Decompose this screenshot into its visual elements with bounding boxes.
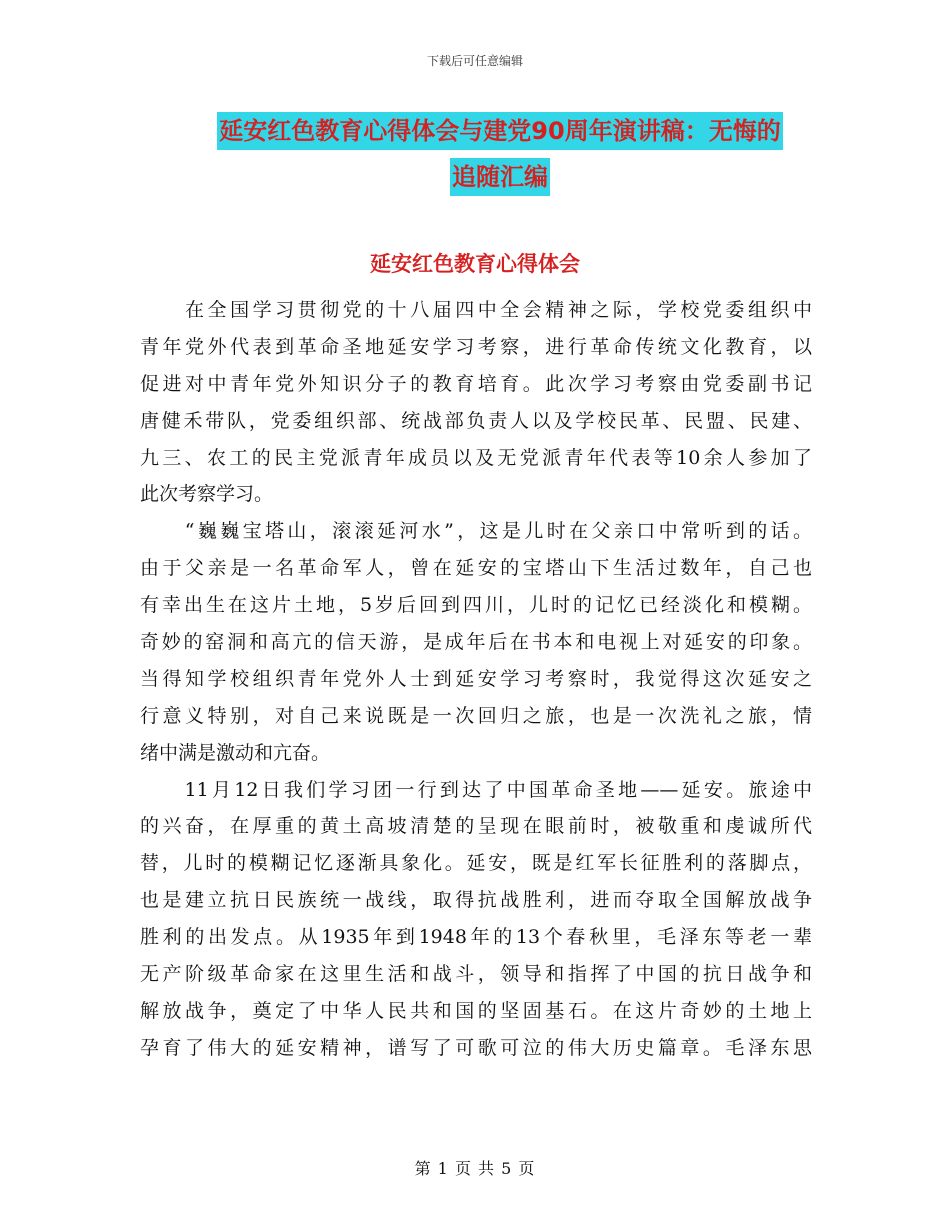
- text-line: 唐健禾带队，党委组织部、统战部负责人以及学校民革、民盟、民建、: [140, 409, 812, 432]
- text-line: 也是建立抗日民族统一战线，取得抗战胜利，进而夺取全国解放战争: [140, 889, 812, 912]
- text-line: 无产阶级革命家在这里生活和战斗，领导和指挥了中国的抗日战争和: [140, 963, 812, 986]
- text-line: 解放战争，奠定了中华人民共和国的坚固基石。在这片奇妙的土地上: [140, 999, 812, 1022]
- text-line: 的兴奋，在厚重的黄土高坡清楚的呈现在眼前时，被敬重和虔诚所代: [140, 815, 812, 838]
- text-line: 孕育了伟大的延安精神，谱写了可歌可泣的伟大历史篇章。毛泽东思: [140, 1036, 812, 1059]
- text-line: 替，儿时的模糊记忆逐渐具象化。延安，既是红军长征胜利的落脚点，: [140, 852, 812, 875]
- text-line: 在全国学习贯彻党的十八届四中全会精神之际，学校党委组织中: [140, 299, 812, 321]
- page-footer: 第 1 页 共 5 页: [414, 1159, 536, 1178]
- text-line: 绪中满是激动和亢奋。: [140, 741, 331, 764]
- text-line: 由于父亲是一名革命军人，曾在延安的宝塔山下生活过数年，自己也: [140, 557, 812, 580]
- body-text: [140, 292, 812, 1067]
- document-title: [140, 112, 860, 196]
- text-line: 促进对中青年党外知识分子的教育培育。此次学习考察由党委副书记: [140, 372, 812, 395]
- text-line: 当得知学校组织青年党外人士到延安学习考察时，我觉得这次延安之: [140, 667, 812, 690]
- title-line-1: 延安红色教育心得体会与建党90周年演讲稿：无悔的: [217, 112, 782, 150]
- section-heading: 延安红色教育心得体会: [370, 252, 580, 276]
- text-line: 青年党外代表到革命圣地延安学习考察，进行革命传统文化教育，以: [140, 335, 812, 358]
- text-line: 胜利的出发点。从1935年到1948年的13个春秋里，毛泽东等老一辈: [140, 926, 812, 949]
- text-line: 行意义特别，对自己来说既是一次回归之旅，也是一次洗礼之旅，情: [140, 704, 812, 727]
- text-line: 此次考察学习。: [140, 483, 274, 506]
- text-line: 11月12日我们学习团一行到达了中国革命圣地——延安。旅途中: [140, 778, 812, 801]
- text-line: 有幸出生在这片土地，5岁后回到四川，儿时的记忆已经淡化和模糊。: [140, 594, 812, 617]
- title-line-2: 追随汇编: [450, 158, 550, 196]
- text-line: 九三、农工的民主党派青年成员以及无党派青年代表等10余人参加了: [140, 446, 812, 469]
- text-line: 奇妙的窑洞和高亢的信天游，是成年后在书本和电视上对延安的印象。: [140, 631, 812, 654]
- header-note: 下载后可任意编辑: [426, 54, 523, 68]
- text-line: “巍巍宝塔山，滚滚延河水”，这是儿时在父亲口中常听到的话。: [140, 520, 812, 543]
